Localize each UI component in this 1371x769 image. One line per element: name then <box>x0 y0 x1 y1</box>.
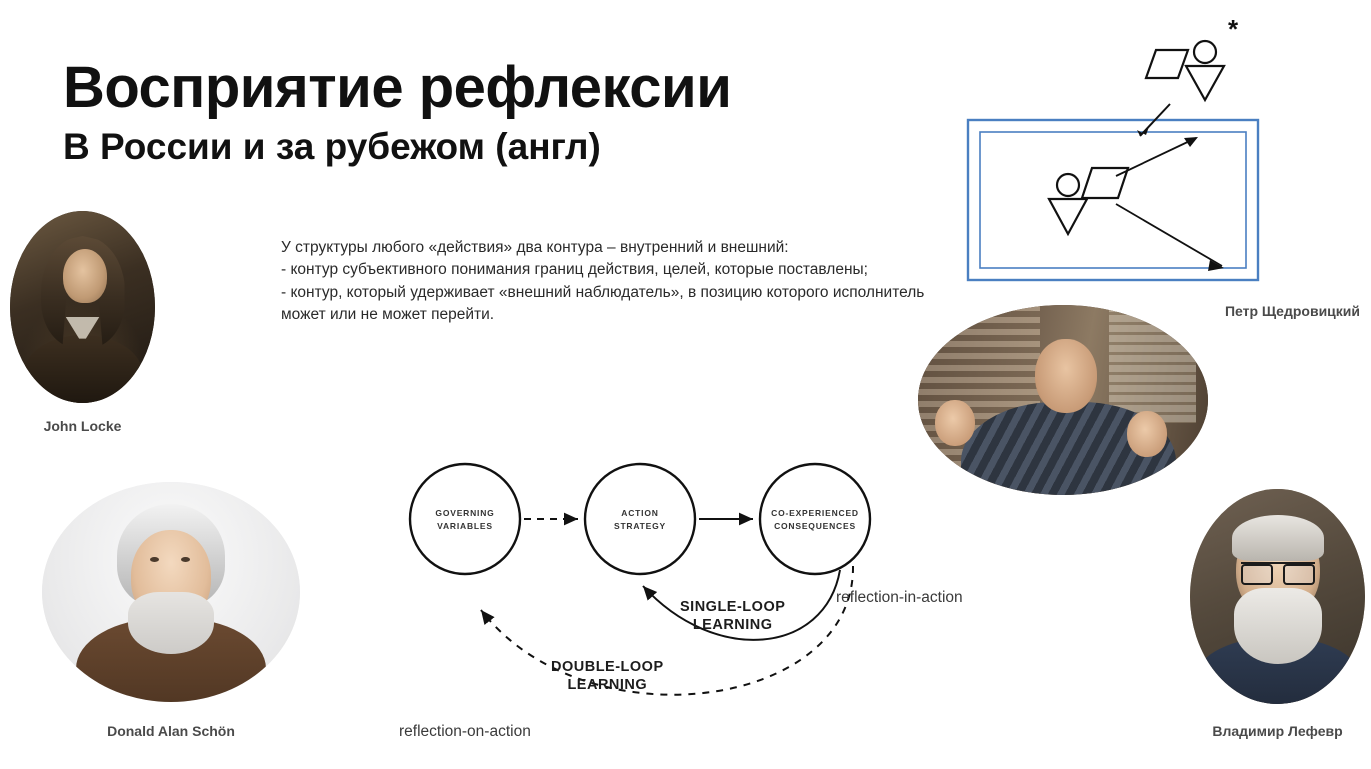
portrait-hair <box>1232 515 1324 561</box>
body-text-line-2: - контур субъективного понимания границ действия, целей, которые поставлены; <box>281 261 868 279</box>
schema-outer-rect <box>968 120 1258 280</box>
portrait-hand-right <box>1127 411 1167 457</box>
node-governing-variables-line2: VARIABLES <box>437 521 493 531</box>
schema-person-body-top-icon <box>1186 66 1224 100</box>
glasses-icon <box>1241 562 1315 582</box>
body-text-line-3: - контур, который удерживает «внешний наблюдатель», в позицию которого исполнитель может или не может перейти. <box>281 283 925 324</box>
schema-arrow-up-right-line <box>1116 138 1196 176</box>
body-text <box>281 237 971 327</box>
portrait-window <box>1109 305 1196 423</box>
schema-arrow-down-head <box>1137 124 1150 136</box>
portrait-beard <box>1234 588 1322 664</box>
portrait-john-locke <box>10 211 155 403</box>
node-action-strategy-line2: STRATEGY <box>613 521 667 531</box>
caption-shchedrovitsky: Петр Щедровицкий <box>1224 303 1360 319</box>
methodological-schema <box>940 8 1360 308</box>
node-co-experienced-consequences <box>760 464 870 574</box>
caption-john-locke: John Locke <box>43 418 122 434</box>
title-block <box>63 55 732 168</box>
portrait-head <box>1035 339 1097 413</box>
page-title: Восприятие рефлексии <box>63 55 732 120</box>
portrait-eye-right <box>181 557 190 562</box>
reflection-in-action-label: reflection-in-action <box>836 589 963 606</box>
schema-person-body-inner-icon <box>1049 199 1087 234</box>
caption-lefebvre: Владимир Лефевр <box>1212 723 1343 739</box>
node-consequences-line2: CONSEQUENCES <box>774 521 856 531</box>
schema-person-head-top-icon <box>1194 41 1216 63</box>
portrait-face <box>63 249 107 303</box>
portrait-donald-schon <box>42 482 300 702</box>
single-loop-line2: LEARNING <box>692 617 773 634</box>
schema-person-head-inner-icon <box>1057 174 1079 196</box>
reflection-on-action-label: reflection-on-action <box>399 723 531 740</box>
node-action-strategy-line1: ACTION <box>621 508 659 518</box>
portrait-lefebvre <box>1190 489 1365 704</box>
single-loop-learning-label <box>680 598 785 634</box>
schema-asterisk: * <box>1228 14 1239 44</box>
schema-inner-rect <box>980 132 1246 268</box>
schema-arrow-down-right-line <box>1116 204 1222 266</box>
node-governing-variables-line1: GOVERNING <box>435 508 495 518</box>
portrait-beard <box>128 592 214 654</box>
body-text-line-1: У структуры любого «действия» два контура – внутренний и внешний: <box>281 239 789 256</box>
double-loop-learning-label <box>551 658 664 694</box>
double-loop-line1: DOUBLE-LOOP <box>551 659 664 675</box>
caption-donald-schon: Donald Alan Schön <box>107 723 235 739</box>
double-loop-line2: LEARNING <box>567 677 648 694</box>
portrait-eye-left <box>150 557 159 562</box>
node-action-strategy <box>585 464 695 574</box>
schema-board-top-icon <box>1146 50 1188 78</box>
page-subtitle: В России и за рубежом (англ) <box>63 125 601 167</box>
node-governing-variables <box>410 464 520 574</box>
node-consequences-line1: CO-EXPERIENCED <box>771 508 859 518</box>
schema-board-inner-icon <box>1082 168 1128 198</box>
single-loop-line1: SINGLE-LOOP <box>680 599 786 615</box>
